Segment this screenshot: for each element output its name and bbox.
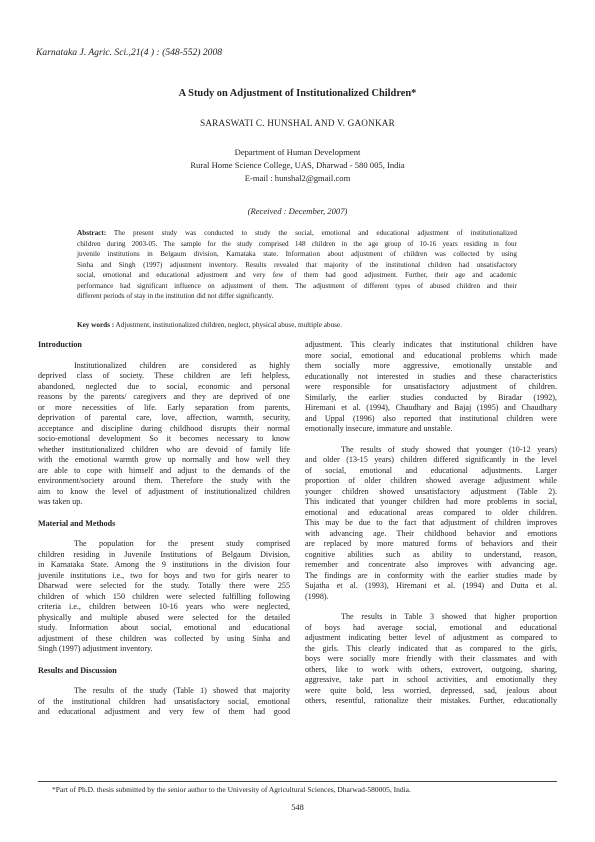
intro-line: acceptance and discipline during childhood disrupts their normal: [38, 423, 290, 433]
intro-line: with the emotional warmth grow up normally and how well they: [38, 455, 290, 464]
methods-heading: Material and Methods: [38, 518, 116, 528]
methods-line: children of which 150 children were selected fulfilling following: [38, 591, 290, 601]
discussion-line: educationally not interested in studies and these characteristics: [305, 371, 557, 381]
methods-line: children residing in Juvenile Institutions of Belgaum Division,: [38, 549, 290, 559]
discussion-line: are replaced by more matured forms of behaviors and their: [305, 539, 557, 548]
discussion-line: boys were socially more friendly with their classmates and with: [305, 654, 557, 663]
introduction-heading: Introduction: [38, 340, 82, 349]
methods-line: The population for the present study comprised: [74, 539, 290, 548]
discussion-line: of boys had average social, emotional and educational: [305, 622, 557, 632]
discussion-line: Hiremani et al. (1994), Chaudhary and Bajaj (1995) and Chaudhary: [305, 403, 557, 412]
methods-line: criteria i.e., children between 10-16 years who were neglected,: [38, 602, 290, 611]
discussion-line: and Uppal (1996) also reported that institutional children were: [305, 413, 557, 423]
discussion-line: Sujatha et al. (1993), Hiremani et al. (1994) and Dutta et al.: [305, 581, 557, 590]
left-column: [38, 340, 290, 718]
intro-line: was taken up.: [38, 497, 83, 506]
discussion-line: The results in Table 3 showed that higher proportion: [341, 612, 557, 621]
intro-line: whether institutionalized children who are devoid of family life: [38, 444, 290, 454]
affiliation-college: Rural Home Science College, UAS, Dharwad - 580 005, India: [190, 160, 405, 170]
discussion-line: them socially more aggressive, emotionally unstable and: [305, 361, 557, 370]
affiliation-email: E-mail : hunshal2@gmail.com: [244, 173, 351, 183]
discussion-line: emotional and educational areas compared to older children.: [305, 507, 557, 517]
discussion-line: younger children showed unsatisfactory adjustment (Table 2).: [305, 486, 557, 496]
discussion-line: cognitive abilities such as ability to understand, reason,: [305, 549, 557, 559]
abstract-line: Sinha and Singh (1997) adjustment inventory. Results revealed that majority of the institutional children had unsatisfactory: [77, 260, 517, 269]
keywords-block: [77, 320, 517, 331]
discussion-line: (1998).: [305, 591, 329, 601]
article-title: A Study on Adjustment of Institutionalized Children*: [178, 88, 417, 99]
discussion-line: remember and concentrate also improves with advancing age.: [305, 560, 557, 569]
discussion-line: Similarly, the earlier studies conducted by Biradar (1992),: [305, 392, 557, 402]
results-line: The results of the study (Table 1) showed that majority: [74, 686, 290, 695]
discussion-line: emotionally insecure, immature and unstable.: [305, 424, 453, 433]
footnote-divider: [38, 781, 557, 782]
results-line: and educational adjustment and very few of them had good: [38, 707, 290, 716]
intro-line: deprivation of parental care, love, affection, warmth, security,: [38, 413, 290, 422]
abstract-block: [77, 228, 517, 302]
right-column: [305, 340, 557, 707]
intro-line: reasons by the parents/ caregivers and they are deprived of one: [38, 392, 290, 401]
intro-line: environment/society around them. Therefore the study with the: [38, 476, 290, 485]
received-date: (Received : December, 2007): [247, 206, 348, 216]
intro-line: or more necessities of life. Early separation from parents,: [38, 402, 290, 412]
discussion-line: adjustment indicating better level of adjustment as compared to: [305, 633, 557, 642]
abstract-line: Abstract: The present study was conducted to study the social, emotional and educational adjustment of institutionalized: [77, 229, 517, 237]
keywords-text: Adjustment, institutionalized children, neglect, physical abuse, multiple abuse.: [115, 321, 342, 329]
methods-line: adjustment of these children was collected by using Sinha and: [38, 633, 290, 643]
discussion-line: with advancing age. Their childhood behavior and emotions: [305, 528, 557, 538]
intro-line: deprived class of society. These children are left helpless,: [38, 371, 290, 380]
affiliation-block: [0, 146, 595, 185]
methods-line: physically and multiple abused were selected for the detailed: [38, 612, 290, 622]
discussion-line: were responsible for unsatisfactory adjustment of children.: [305, 382, 557, 391]
intro-line: Institutionalized children are considered as highly: [74, 360, 290, 370]
results-line: of the institutional children had unsatisfactory social, emotional: [38, 696, 290, 706]
discussion-line: This indicated that younger children had more problems in social,: [305, 497, 557, 506]
journal-citation: Karnataka J. Agric. Sci.,21(4 ) : (548-552) 2008: [36, 47, 223, 58]
discussion-line: The results of study showed that younger (10-12 years): [341, 444, 557, 454]
discussion-line: were quite bold, less worried, depressed, sad, jealous about: [305, 685, 557, 695]
discussion-line: aggressive, take part in school activities, and emotionally they: [305, 675, 557, 684]
discussion-line: the girls. This clearly indicated that as compared to the girls,: [305, 643, 557, 653]
discussion-line: proportion of older children showed average adjustment while: [305, 476, 557, 485]
abstract-line: different periods of stay in the institution did not differ significantly.: [77, 292, 274, 300]
abstract-label: Abstract:: [77, 229, 107, 237]
intro-line: abandoned, neglected due to social, economic and personal: [38, 381, 290, 391]
footnote: *Part of Ph.D. thesis submitted by the senior author to the University of Agricultural Sciences, Dharwad-580005, India.: [52, 785, 411, 794]
abstract-line: social, emotional and educational adjustment and very few of them had good adjustment. Further, their age and academic: [77, 271, 517, 279]
methods-line: study. Information about social, emotional and educational: [38, 623, 290, 632]
discussion-line: others, resentful, rationalize their mistakes. Further, educationally: [305, 696, 557, 705]
discussion-line: The findings are in conformity with the earlier studies made by: [305, 570, 557, 580]
keywords-label: Key words :: [77, 321, 115, 329]
intro-line: are able to cope with himself and adjust to the demands of the: [38, 465, 290, 475]
affiliation-department: Department of Human Development: [234, 147, 361, 157]
discussion-line: adjustment. This clearly indicates that institutional children have: [305, 340, 557, 349]
discussion-line: This may be due to the fact that adjustment of children improves: [305, 518, 557, 527]
intro-line: aim to know the level of adjustment of institutionalized children: [38, 486, 290, 496]
discussion-line: and older (13-15 years) children differed significantly in the level: [305, 455, 557, 464]
abstract-line: children during 2003-05. The sample for the study comprised 148 children in the age group of 10-16 years residing in four: [77, 239, 517, 248]
intro-line: socio-emotional development So it becomes necessary to know: [38, 434, 290, 443]
discussion-line: others, like to work with others, extrovert, outgoing, sharing,: [305, 664, 557, 674]
abstract-line: juvenile institutions in Belgaum division, Karnataka state. Information about adjustment of children was collected by using: [77, 250, 517, 258]
methods-line: juvenile institutions i.e., two for boys and two for girls nearer to: [38, 570, 290, 580]
article-authors: SARASWATI C. HUNSHAL AND V. GAONKAR: [200, 118, 395, 128]
methods-line: Dharwad were selected for the study. Totally there were 255: [38, 581, 290, 590]
methods-line: in Karnataka State. Among the 9 institutions in the division four: [38, 560, 290, 569]
page-number: 548: [291, 803, 304, 812]
discussion-line: more social, emotional and educational problems which made: [305, 350, 557, 360]
keywords-line: [77, 320, 517, 331]
abstract-line: performance had significant influence on adjustment of them. The adjustment of different types of abused children and their: [77, 281, 517, 290]
methods-line: Singh (1997) adjustment inventory.: [38, 644, 153, 653]
discussion-line: of social, emotional and educational adjustments. Larger: [305, 465, 557, 475]
results-heading: Results and Discussion: [38, 665, 117, 675]
